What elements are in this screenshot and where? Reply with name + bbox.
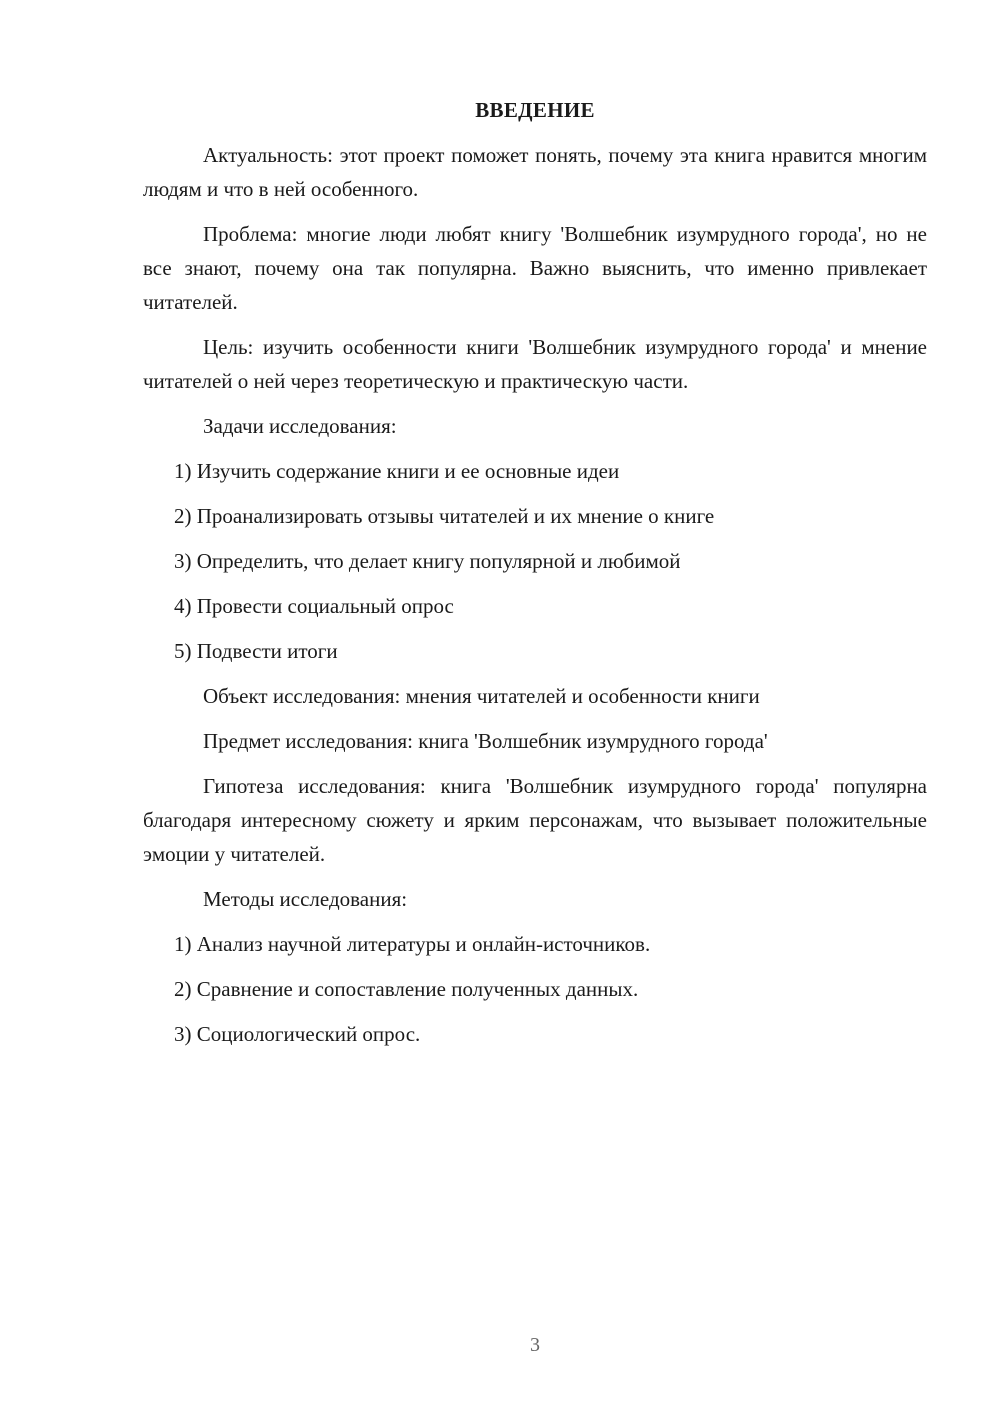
goal-paragraph: Цель: изучить особенности книги 'Волшебник изумрудного города' и мнение читателей о ней через теоретическую и практическую части. [143,335,927,393]
list-item: 3) Социологический опрос. [174,1022,421,1046]
methods-list [143,927,927,1051]
relevance-paragraph: Актуальность: этот проект поможет понять, почему эта книга нравится многим людям и что в ней особенного. [143,143,927,201]
subject-paragraph: Предмет исследования: книга 'Волшебник изумрудного города' [203,729,768,753]
hypothesis-paragraph: Гипотеза исследования: книга 'Волшебник изумрудного города' популярна благодаря интересному сюжету и ярким персонажам, что вызывает положительные эмоции у читателей. [143,774,927,866]
list-item: 2) Сравнение и сопоставление полученных данных. [174,977,639,1001]
tasks-heading: Задачи исследования: [203,414,397,438]
document-page [143,96,927,1062]
list-item: 3) Определить, что делает книгу популярной и любимой [174,549,681,573]
list-item: 2) Проанализировать отзывы читателей и их мнение о книге [174,504,715,528]
list-item: 4) Провести социальный опрос [174,594,454,618]
tasks-list [143,454,927,668]
list-item: 1) Анализ научной литературы и онлайн-источников. [174,932,651,956]
problem-paragraph: Проблема: многие люди любят книгу 'Волшебник изумрудного города', но не все знают, почему она так популярна. Важно выяснить, что именно привлекает читателей. [143,222,927,314]
methods-heading: Методы исследования: [203,887,408,911]
section-title: ВВЕДЕНИЕ [475,98,595,122]
list-item: 1) Изучить содержание книги и ее основные идеи [174,459,620,483]
object-paragraph: Объект исследования: мнения читателей и особенности книги [203,684,760,708]
list-item: 5) Подвести итоги [174,639,338,663]
page-number: 3 [530,1334,540,1356]
